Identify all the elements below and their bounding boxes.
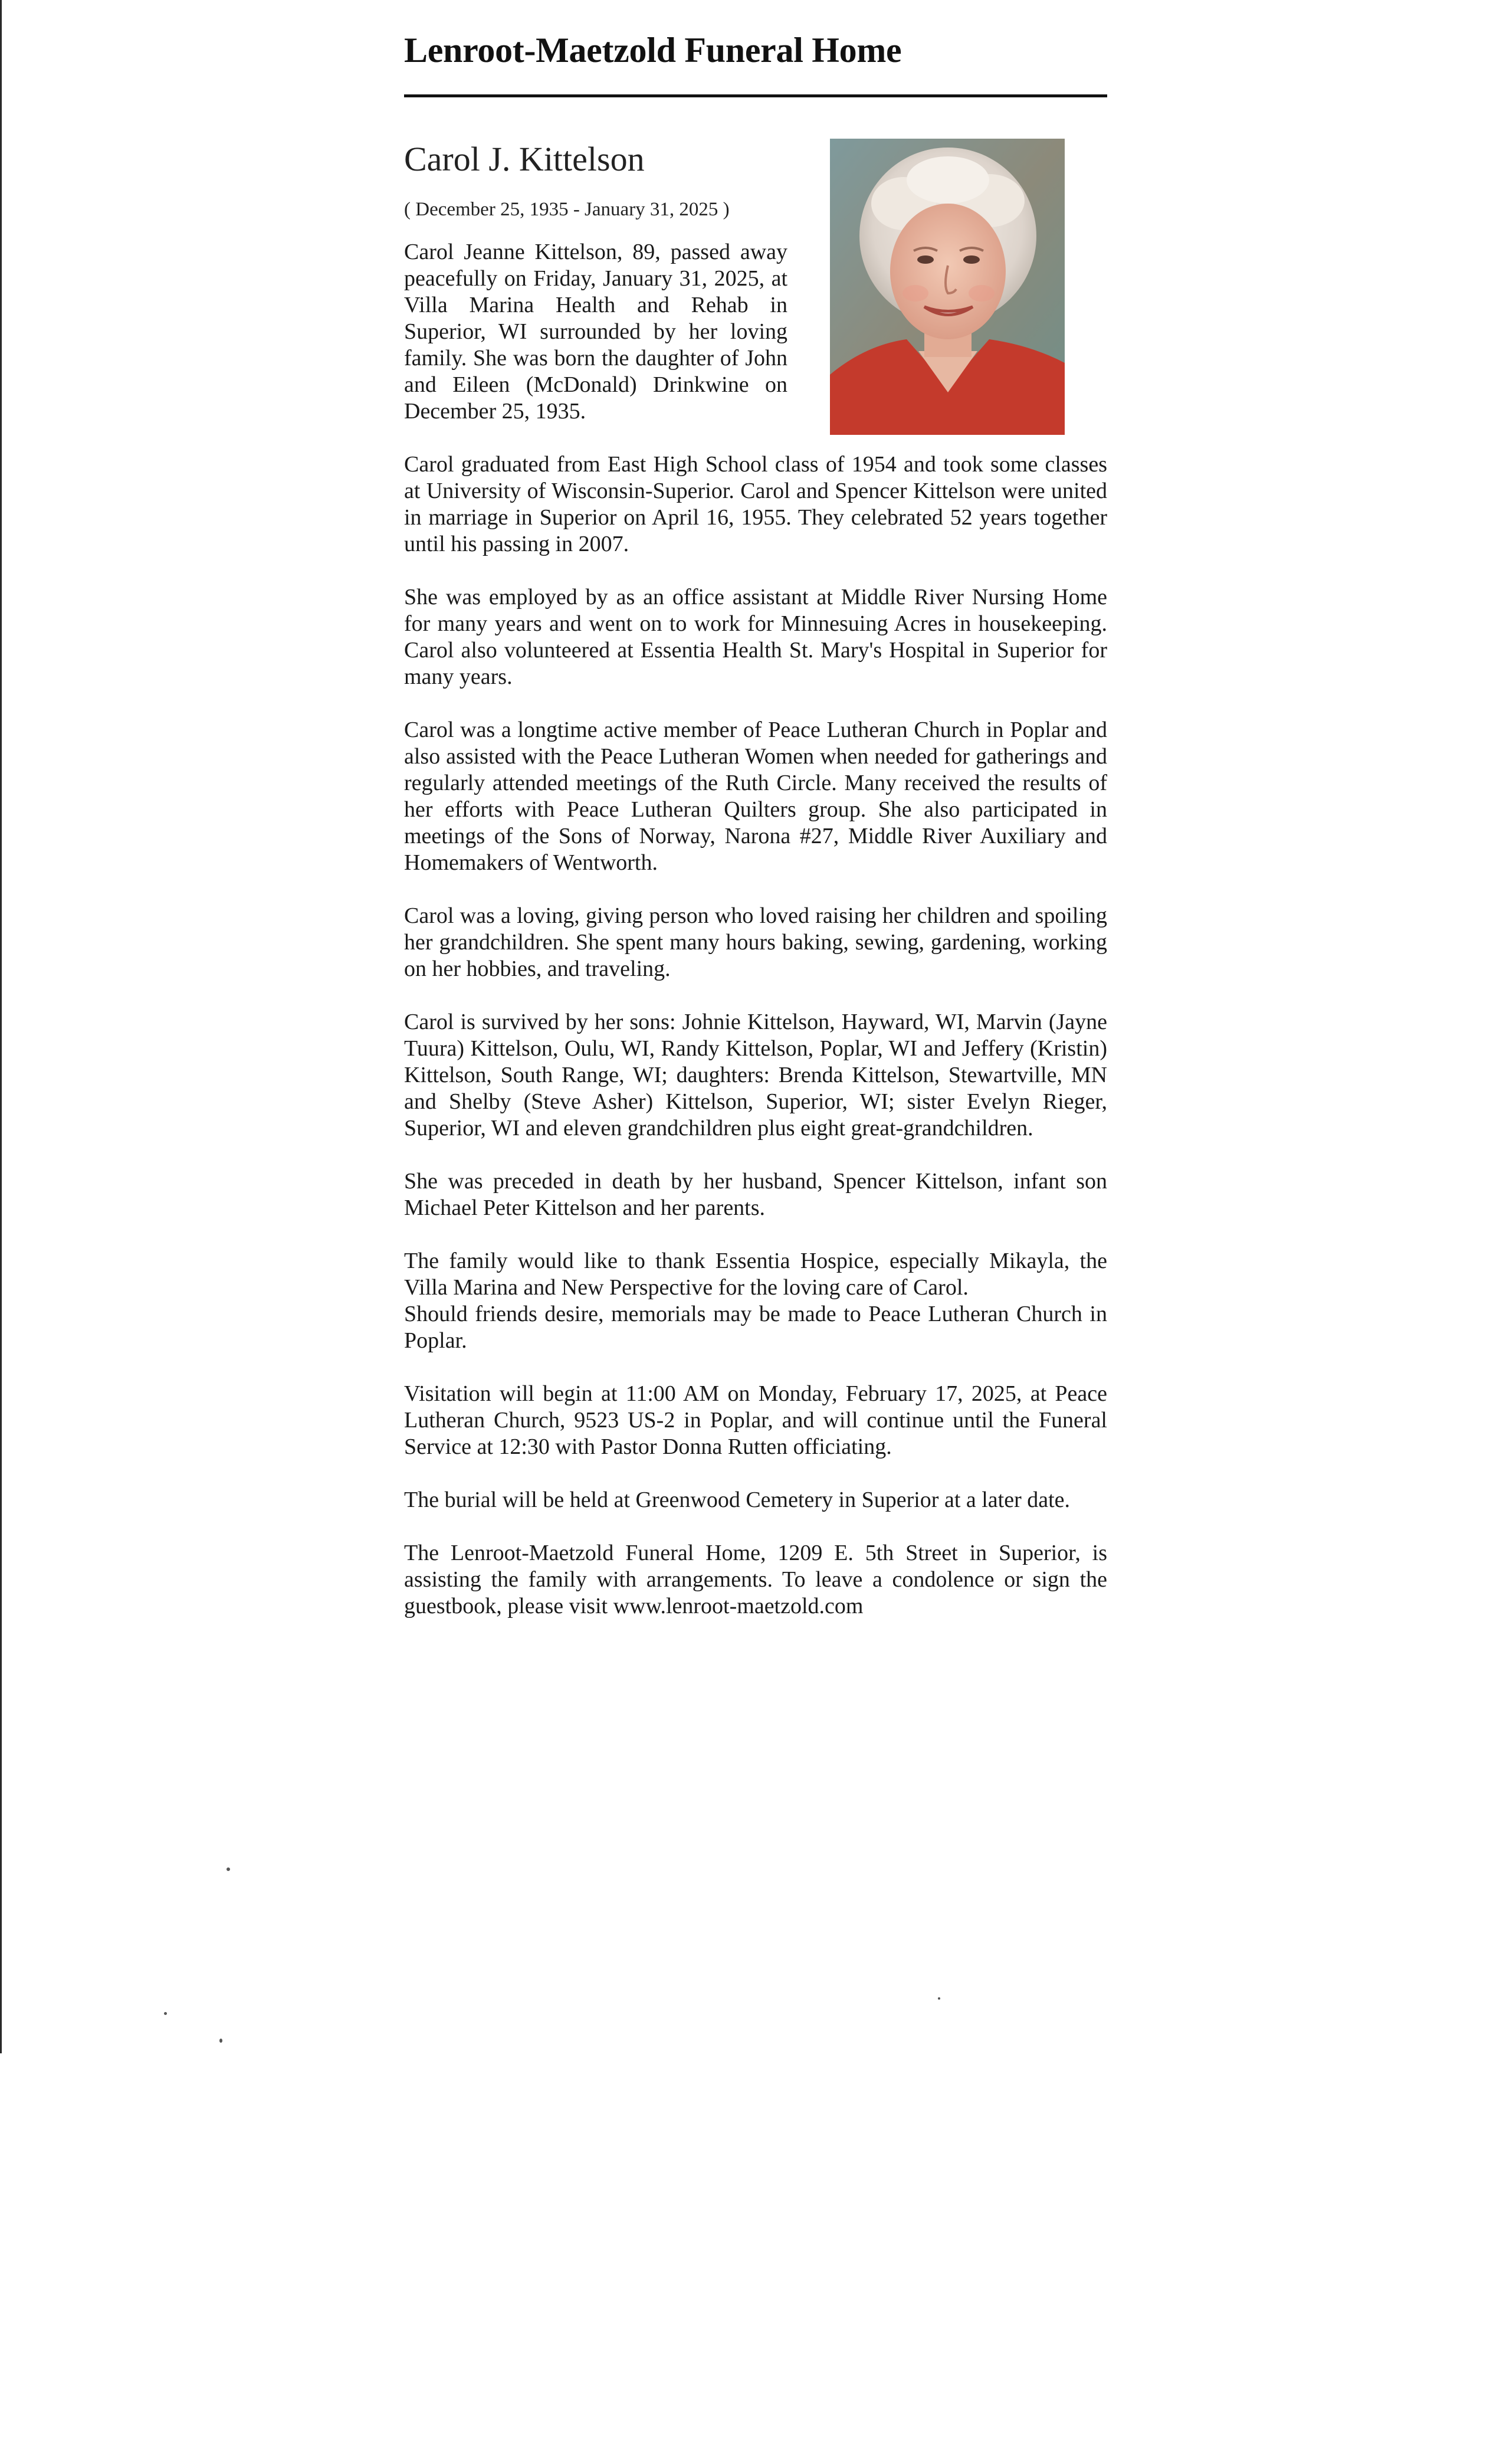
paragraph-personality: Carol was a loving, giving person who loved raising her children and spoiling her grandchildren. She spent many hours baking, sewing, gardening, working on her hobbies, and traveling.: [404, 903, 1107, 981]
paragraph-burial: The burial will be held at Greenwood Cemetery in Superior at a later date.: [404, 1487, 1071, 1512]
paragraph-preceded: She was preceded in death by her husband, Spencer Kittelson, infant son Michael Peter Kittelson and her parents.: [404, 1169, 1107, 1220]
paragraph-education-marriage: Carol graduated from East High School class of 1954 and took some classes at University of Wisconsin-Superior. Carol and Spencer Kittelson were united in marriage in Superior on April 16, 1955. They celebrated 52 years together until his passing in 2007.: [404, 452, 1107, 556]
funeral-home-title: Lenroot-Maetzold Funeral Home: [404, 31, 902, 70]
portrait-photo: [830, 139, 1065, 435]
paragraph-memorials: Should friends desire, memorials may be made to Peace Lutheran Church in Poplar.: [404, 1302, 1107, 1353]
obituary-column: [404, 24, 1107, 1646]
title-divider: [404, 94, 1107, 97]
scan-edge: [0, 0, 2, 2053]
paragraph-employment: She was employed by as an office assistant at Middle River Nursing Home for many years and went on to work for Minnesuing Acres in housekeeping. Carol also volunteered at Essentia Health St. Mary's Hospital in Superior for many years.: [404, 585, 1107, 689]
intro-paragraph: Carol Jeanne Kittelson, 89, passed away peacefully on Friday, January 31, 2025, at Villa Marina Health and Rehab in Superior, WI surrounded by her loving family. She was born the daughter of John and Eileen (McDonald) Drinkwine on December 25, 1935.: [404, 240, 787, 424]
paragraph-visitation: Visitation will begin at 11:00 AM on Monday, February 17, 2025, at Peace Lutheran Church, 9523 US-2 in Poplar, and will continue until the Funeral Service at 12:30 with Pastor Donna Rutten officiating.: [404, 1381, 1107, 1459]
life-dates: ( December 25, 1935 - January 31, 2025 ): [404, 199, 730, 220]
paragraph-church: Carol was a longtime active member of Peace Lutheran Church in Poplar and also assisted with the Peace Lutheran Women when needed for gatherings and regularly attended meetings of the Ruth Circle. Many received the results of her efforts with Peace Lutheran Quilters group. She also participated in meetings of the Sons of Norway, Narona #27, Middle River Auxiliary and Homemakers of Wentworth.: [404, 717, 1107, 875]
obituary-body: [404, 451, 1107, 1620]
scan-speck: [938, 1997, 940, 2000]
header-block: [404, 139, 1107, 451]
portrait-illustration: [830, 139, 1065, 435]
deceased-name: Carol J. Kittelson: [404, 140, 645, 178]
paragraph-arrangements: The Lenroot-Maetzold Funeral Home, 1209 E. 5th Street in Superior, is assisting the family with arrangements. To leave a condolence or sign the guestbook, please visit www.lenroot-maetzold.com: [404, 1541, 1107, 1618]
scan-speck: [219, 2039, 222, 2043]
paragraph-survivors: Carol is survived by her sons: Johnie Kittelson, Hayward, WI, Marvin (Jayne Tuura) Kittelson, Oulu, WI, Randy Kittelson, Poplar, WI and Jeffery (Kristin) Kittelson, South Range, WI; daughters: Brenda Kittelson, Stewartville, MN and Shelby (Steve Asher) Kittelson, Superior, WI; sister Evelyn Rieger, Superior, WI and eleven grandchildren plus eight great-grandchildren.: [404, 1010, 1107, 1141]
scan-speck: [227, 1867, 230, 1871]
scan-speck: [164, 2012, 167, 2015]
paragraph-thanks: The family would like to thank Essentia Hospice, especially Mikayla, the Villa Marina and New Perspective for the loving care of Carol.: [404, 1249, 1107, 1300]
